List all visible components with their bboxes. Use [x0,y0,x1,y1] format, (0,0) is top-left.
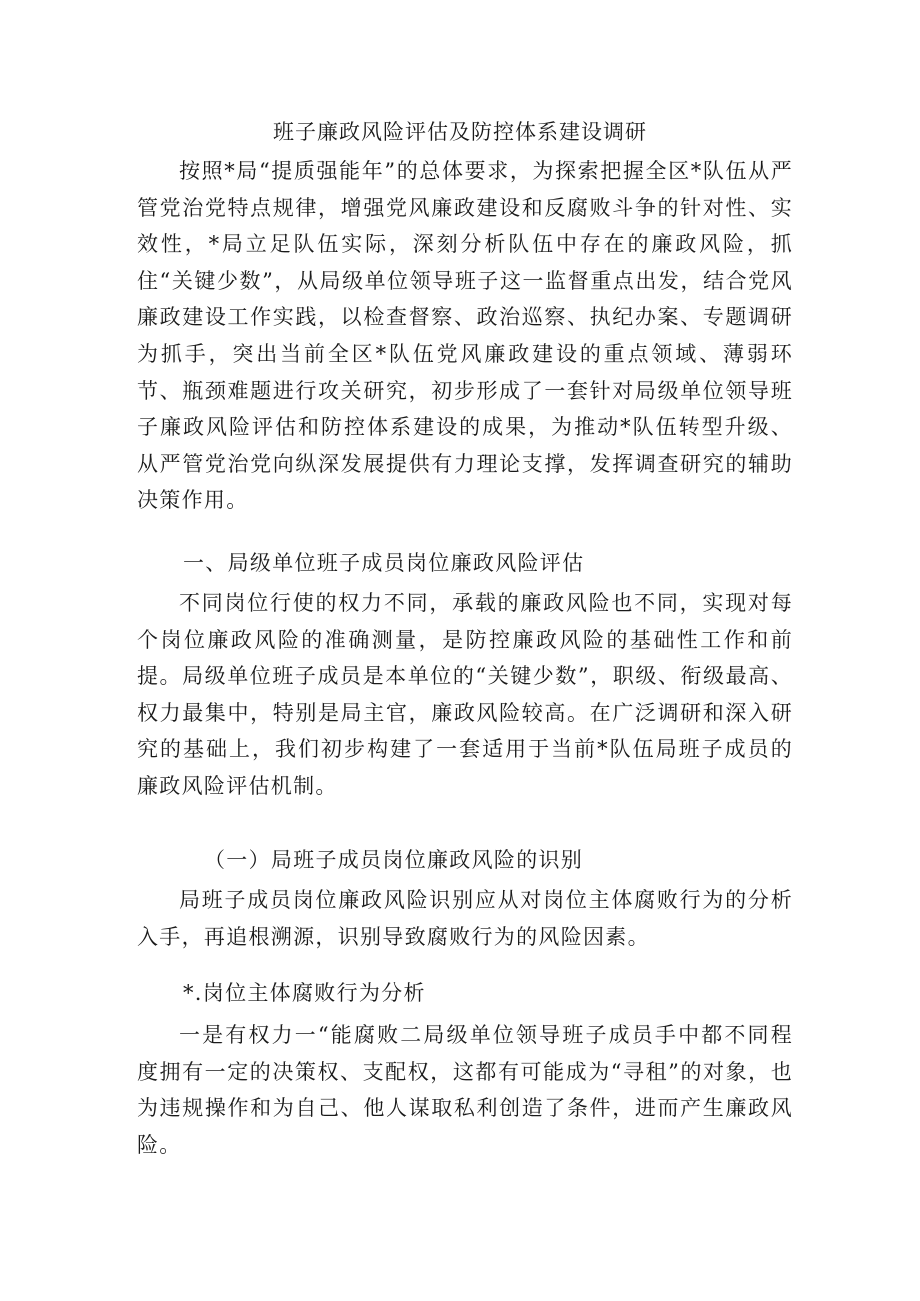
point-paragraph: 一是有权力一“能腐败二局级单位领导班子成员手中都不同程度拥有一定的决策权、支配权，这都有可能成为“寻租”的对象，也为违规操作和为自己、他人谋取私利创造了条件，进而产生廉政风险。 [137,1023,793,1157]
section-1-paragraph: 不同岗位行使的权力不同，承载的廉政风险也不同，实现对每个岗位廉政风险的准确测量，是防控廉政风险的基础性工作和前提。局级单位班子成员是本单位的“关键少数”，职级、衔级最高、权力最集中，特别是局主官，廉政风险较高。在广泛调研和深入研究的基础上，我们初步构建了一套适用于当前*队伍局班子成员的廉政风险评估机制。 [137,591,793,798]
point-heading: *.岗位主体腐败行为分析 [183,981,426,1005]
subsection-1-paragraph: 局班子成员岗位廉政风险识别应从对岗位主体腐败行为的分析入手，再追根溯源，识别导致腐败行为的风险因素。 [137,888,793,949]
subsection-1-heading: （一）局班子成员岗位廉政风险的识别 [204,848,584,872]
section-1-heading: 一、局级单位班子成员岗位廉政风险评估 [183,551,585,575]
intro-paragraph: 按照*局“提质强能年”的总体要求，为探索把握全区*队伍从严管党治党特点规律，增强党风廉政建设和反腐败斗争的针对性、实效性，*局立足队伍实际，深刻分析队伍中存在的廉政风险，抓住“关键少数”，从局级单位领导班子这一监督重点出发，结合党风廉政建设工作实践，以检查督察、政治巡察、执纪办案、专题调研为抓手，突出当前全区*队伍党风廉政建设的重点领域、薄弱环节、瓶颈难题进行攻关研究，初步形成了一套针对局级单位领导班子廉政风险评估和防控体系建设的成果，为推动*队伍转型升级、从严管党治党向纵深发展提供有力理论支撑，发挥调查研究的辅助决策作用。 [137,159,793,513]
document-title: 班子廉政风险评估及防控体系建设调研 [273,120,647,144]
